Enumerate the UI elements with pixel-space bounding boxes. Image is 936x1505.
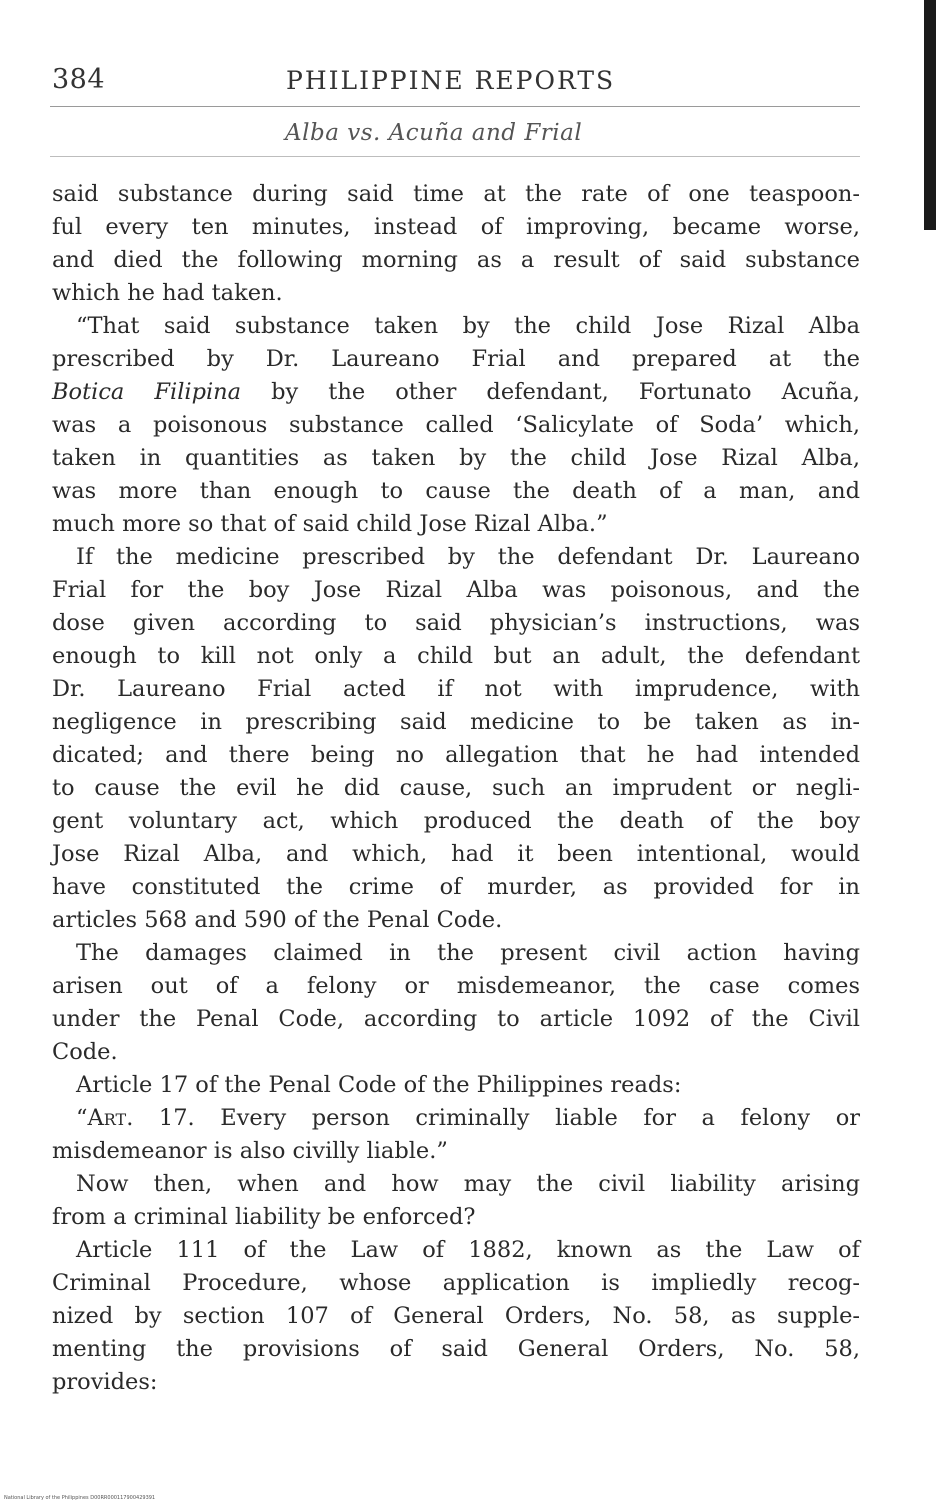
text-line: from a criminal liability be enforced? bbox=[52, 1204, 476, 1230]
small-caps-run: Art. bbox=[87, 1105, 134, 1131]
text-line: misdemeanor is also civilly liable.” bbox=[52, 1138, 448, 1164]
text-line: menting the provisions of said General Orders, No. 58, bbox=[52, 1336, 860, 1362]
text-line: nized by section 107 of General Orders, No. 58, as supple- bbox=[52, 1303, 860, 1329]
text-line: was more than enough to cause the death of a man, and bbox=[52, 478, 860, 504]
text-line: articles 568 and 590 of the Penal Code. bbox=[52, 907, 503, 933]
text-line: The damages claimed in the present civil action having bbox=[76, 940, 860, 966]
text-line: arisen out of a felony or misdemeanor, the case comes bbox=[52, 973, 860, 999]
case-title-rule bbox=[50, 156, 860, 157]
scan-footer: National Library of the Philippines D00RR000117900429391 bbox=[4, 1495, 156, 1501]
text-line: prescribed by Dr. Laureano Frial and prepared at the bbox=[52, 346, 860, 372]
text-line: Frial for the boy Jose Rizal Alba was poisonous, and the bbox=[52, 577, 860, 603]
text-line: enough to kill not only a child but an adult, the defendant bbox=[52, 643, 860, 669]
text-line: Criminal Procedure, whose application is impliedly recog- bbox=[52, 1270, 860, 1296]
text-line: dicated; and there being no allegation that he had intended bbox=[52, 742, 860, 768]
text-line: under the Penal Code, according to article 1092 of the Civil bbox=[52, 1006, 860, 1032]
case-title: Alba vs. Acuña and Frial bbox=[285, 120, 583, 146]
text-line: said substance during said time at the rate of one teaspoon- bbox=[52, 181, 860, 207]
header-rule bbox=[50, 106, 860, 107]
text-line: was a poisonous substance called ‘Salicylate of Soda’ which, bbox=[52, 412, 860, 438]
text-line: Botica Filipina by the other defendant, Fortunato Acuña, bbox=[52, 379, 860, 405]
text-line: much more so that of said child Jose Rizal Alba.” bbox=[52, 511, 608, 537]
text-line: Now then, when and how may the civil liability arising bbox=[76, 1171, 860, 1197]
text-line: provides: bbox=[52, 1369, 158, 1395]
text-line: dose given according to said physician’s instructions, was bbox=[52, 610, 860, 636]
page-number: 384 bbox=[52, 64, 106, 95]
text-line: taken in quantities as taken by the child Jose Rizal Alba, bbox=[52, 445, 860, 471]
text-line: ful every ten minutes, instead of improving, became worse, bbox=[52, 214, 860, 240]
text-line: “Art. 17. Every person criminally liable for a felony or bbox=[76, 1105, 860, 1131]
text-line: Article 17 of the Penal Code of the Philippines reads: bbox=[76, 1072, 682, 1098]
text-line: Code. bbox=[52, 1039, 118, 1065]
text-line: Dr. Laureano Frial acted if not with imprudence, with bbox=[52, 676, 860, 702]
text-line: to cause the evil he did cause, such an imprudent or negli- bbox=[52, 775, 860, 801]
text-line: “That said substance taken by the child Jose Rizal Alba bbox=[76, 313, 860, 339]
text-line: negligence in prescribing said medicine to be taken as in- bbox=[52, 709, 860, 735]
italic-run: Botica Filipina bbox=[52, 379, 242, 405]
text-line: gent voluntary act, which produced the death of the boy bbox=[52, 808, 860, 834]
scan-edge-mark bbox=[924, 0, 936, 230]
text-line: have constituted the crime of murder, as provided for in bbox=[52, 874, 860, 900]
running-head: PHILIPPINE REPORTS bbox=[286, 66, 616, 95]
text-line: and died the following morning as a result of said substance bbox=[52, 247, 860, 273]
text-line: which he had taken. bbox=[52, 280, 283, 306]
body-text bbox=[52, 178, 860, 1399]
text-line: Jose Rizal Alba, and which, had it been intentional, would bbox=[52, 841, 860, 867]
text-line: Article 111 of the Law of 1882, known as the Law of bbox=[76, 1237, 860, 1263]
text-line: If the medicine prescribed by the defendant Dr. Laureano bbox=[76, 544, 860, 570]
